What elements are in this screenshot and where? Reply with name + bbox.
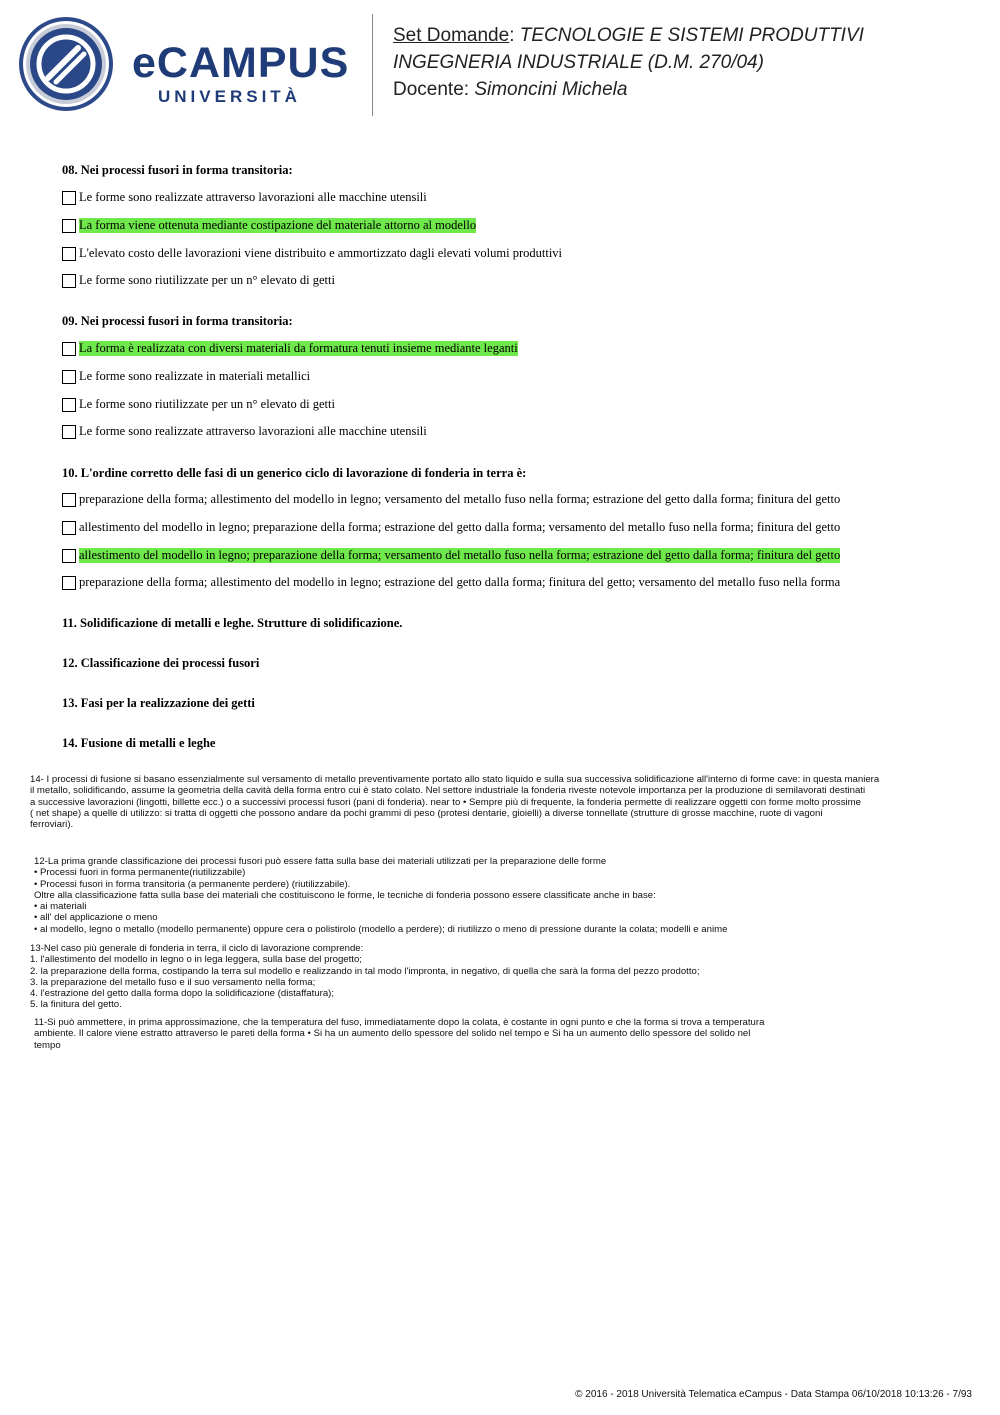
answer-option-correct[interactable]	[62, 341, 518, 356]
answer-line: ambiente. Il calore viene estratto attraverso le pareti della forma • Si ha un aumento dello spessore del solido nel tempo e Si ha un aumento dello spessore del solido nel	[34, 1028, 751, 1040]
answer-line: 12-La prima grande classificazione dei processi fusori può essere fatta sulla base dei materiali utilizzati per la preparazione delle forme	[34, 856, 607, 867]
answer-line: 5. la finitura del getto.	[30, 999, 122, 1011]
checkbox[interactable]	[62, 425, 76, 439]
answer-option[interactable]	[62, 190, 427, 205]
option-text: Le forme sono realizzate attraverso lavorazioni alle macchine utensili	[79, 424, 427, 438]
brand-subtitle: UNIVERSITÀ	[158, 87, 301, 106]
answer-option[interactable]	[62, 369, 310, 384]
option-text: Le forme sono riutilizzate per un n° elevato di getti	[79, 273, 335, 287]
answer-line: • Processi fusori in forma transitoria (a permanente perdere) (riutilizzabile).	[34, 878, 351, 890]
open-question-title: 12. Classificazione dei processi fusori	[62, 656, 260, 670]
answer-option[interactable]	[62, 424, 427, 439]
answer-14	[30, 774, 879, 830]
university-seal-logo	[18, 16, 114, 112]
teacher-label: Docente:	[393, 79, 475, 100]
open-question-title: 13. Fasi per la realizzazione dei getti	[62, 696, 255, 710]
option-text: allestimento del modello in legno; preparazione della forma; estrazione del getto dalla forma; versamento del metallo fuso nella forma; finitura del getto	[79, 520, 841, 534]
option-text: Le forme sono riutilizzate per un n° elevato di getti	[79, 397, 335, 411]
option-text: La forma viene ottenuta mediante costipazione del materiale attorno al modello	[79, 218, 477, 232]
answer-option[interactable]	[62, 397, 335, 412]
answer-line: • ai materiali	[34, 901, 87, 913]
answer-11	[34, 1017, 764, 1051]
question-title: 10. L'ordine corretto delle fasi di un generico ciclo di lavorazione di fonderia in terra è:	[62, 466, 527, 480]
answer-line: • al modello, legno o metallo (modello permanente) oppure cera o polistirolo (modello a perdere); di riutilizzo o meno di pressione durante la colata; modelli e anime	[34, 923, 728, 935]
answer-line: 13-Nel caso più generale di fonderia in terra, il ciclo di lavorazione comprende:	[30, 943, 364, 954]
page-header	[0, 0, 1000, 130]
answer-line: 14- I processi di fusione si basano essenzialmente sul versamento di metallo preventivamente portato allo stato liquido e sulla sua successiva solidificazione all'interno di forme cave: in questa maniera	[30, 774, 880, 785]
answer-line: 4. l'estrazione del getto dalla forma dopo la solidificazione (distaffatura);	[30, 988, 335, 1000]
brand-wordmark	[132, 40, 362, 115]
checkbox[interactable]	[62, 191, 76, 205]
option-text: Le forme sono realizzate in materiali metallici	[79, 369, 311, 383]
answer-option-correct[interactable]	[62, 548, 840, 563]
option-text: L'elevato costo delle lavorazioni viene distribuito e ammortizzato dagli elevati volumi produttivi	[79, 246, 563, 260]
answer-line: 11-Si può ammettere, in prima approssimazione, che la temperatura del fuso, immediatamente dopo la colata, è costante in ogni punto e che la forma si trova a temperatura	[34, 1017, 765, 1028]
header-divider	[372, 14, 373, 116]
open-question-title: 14. Fusione di metalli e leghe	[62, 736, 216, 750]
answer-option[interactable]	[62, 492, 840, 507]
checkbox[interactable]	[62, 549, 76, 563]
question-title: 09. Nei processi fusori in forma transitoria:	[62, 314, 293, 328]
checkbox[interactable]	[62, 342, 76, 356]
checkbox[interactable]	[62, 493, 76, 507]
option-text: Le forme sono realizzate attraverso lavorazioni alle macchine utensili	[79, 190, 427, 204]
answer-option-correct[interactable]	[62, 218, 476, 233]
checkbox[interactable]	[62, 247, 76, 261]
answer-12	[34, 856, 727, 935]
answer-line: a successive lavorazioni (lingotti, billette ecc.) o a successivi processi fusori (pani di fonderia). near to • Sempre più di frequente, la fonderia permette di realizzare oggetti con forme molto prossime	[30, 796, 861, 808]
answer-option[interactable]	[62, 575, 840, 590]
answer-line: 2. la preparazione della forma, costipando la terra sul modello e realizzando in tal modo l'impronta, in negativo, di quella che sarà la forma del pezzo prodotto;	[30, 965, 700, 977]
checkbox[interactable]	[62, 521, 76, 535]
page-footer: © 2016 - 2018 Università Telematica eCampus - Data Stampa 06/10/2018 10:13:26 - 7/93	[575, 1389, 972, 1400]
answer-13	[30, 943, 700, 1011]
answer-line: il metallo, solidificando, assume la geometria della cavità della forma entro cui è stato colato. Nel settore industriale la fonderia riveste notevole importanza per la produzione di semilavorati destinati	[30, 785, 866, 797]
course-info	[393, 22, 864, 103]
answer-line: tempo	[34, 1039, 61, 1051]
answer-line: • Processi fuori in forma permanente(riutilizzabile)	[34, 867, 246, 879]
checkbox[interactable]	[62, 274, 76, 288]
course-degree: INGEGNERIA INDUSTRIALE (D.M. 270/04)	[393, 52, 764, 73]
checkbox[interactable]	[62, 576, 76, 590]
checkbox[interactable]	[62, 219, 76, 233]
answer-line: 3. la preparazione del metallo fuso e il suo versamento nella forma;	[30, 976, 316, 988]
option-text: preparazione della forma; allestimento del modello in legno; estrazione del getto dalla forma; finitura del getto; versamento del metallo fuso nella forma	[79, 575, 841, 589]
set-sep: :	[509, 25, 520, 46]
answer-option[interactable]	[62, 520, 840, 535]
answer-line: 1. l'allestimento del modello in legno o in lega leggera, sulla base del progetto;	[30, 954, 362, 966]
option-text: La forma è realizzata con diversi materiali da formatura tenuti insieme mediante leganti	[79, 341, 518, 355]
brand-name: eCAMPUS	[132, 39, 350, 87]
option-text: preparazione della forma; allestimento del modello in legno; versamento del metallo fuso nella forma; estrazione del getto dalla forma; finitura del getto	[79, 492, 841, 506]
answer-line: Oltre alla classificazione fatta sulla base dei materiali che costituiscono le forme, le tecniche di fonderia possono essere classificate anche in base:	[34, 889, 656, 901]
course-title: TECNOLOGIE E SISTEMI PRODUTTIVI	[519, 25, 864, 46]
set-label: Set Domande	[393, 25, 510, 46]
answer-line: • all' del applicazione o meno	[34, 912, 158, 924]
open-question-title: 11. Solidificazione di metalli e leghe. Strutture di solidificazione.	[62, 616, 403, 630]
answer-line: ( net shape) a quelle di utilizzo: si tratta di oggetti che possono andare da pochi grammi di peso (protesi dentarie, gioielli) a diverse tonnellate (strutture di grosse macchine, ruote di vagoni	[30, 807, 823, 819]
checkbox[interactable]	[62, 370, 76, 384]
question-title: 08. Nei processi fusori in forma transitoria:	[62, 163, 293, 177]
checkbox[interactable]	[62, 398, 76, 412]
option-text: allestimento del modello in legno; preparazione della forma; versamento del metallo fuso nella forma; estrazione del getto dalla forma; finitura del getto	[79, 548, 841, 562]
answer-option[interactable]	[62, 273, 335, 288]
answer-line: ferroviari).	[30, 819, 74, 831]
teacher-name: Simoncini Michela	[474, 79, 628, 100]
answer-option[interactable]	[62, 246, 562, 261]
